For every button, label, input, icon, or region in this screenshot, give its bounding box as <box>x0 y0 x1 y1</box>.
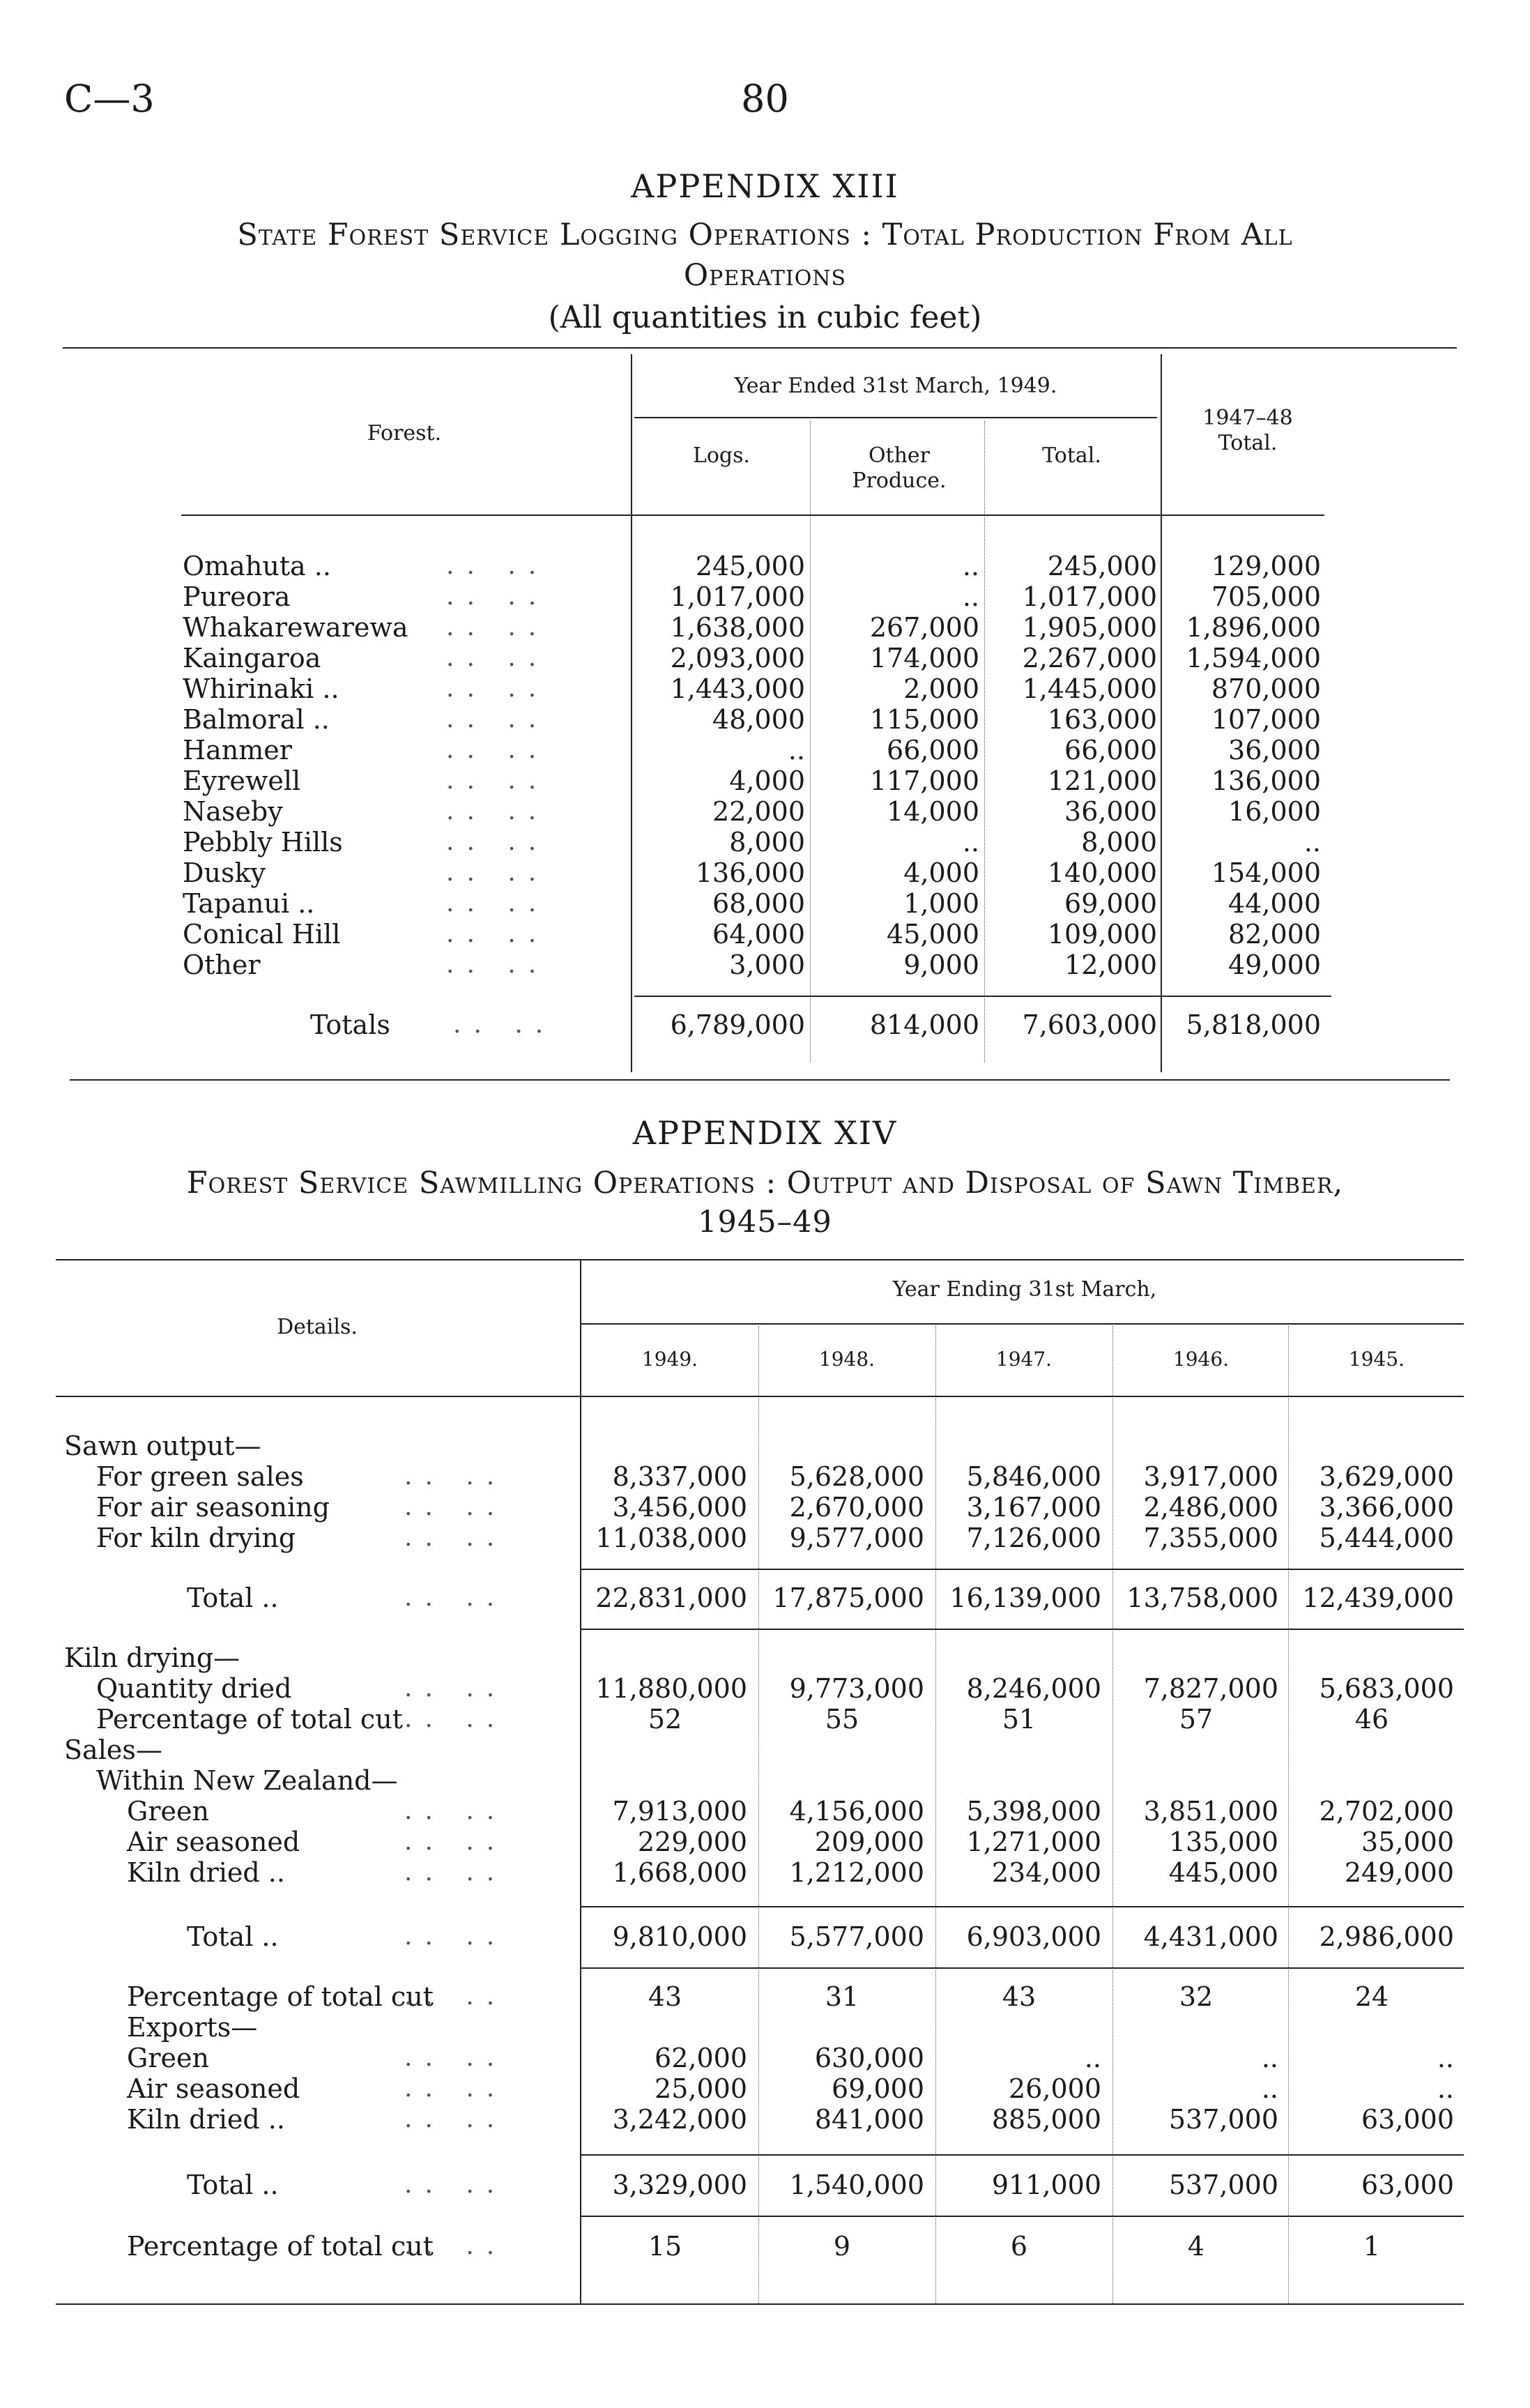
other-produce-cell: 45,000 <box>887 919 979 950</box>
appendix14-subtitle-line1: Forest Service Sawmilling Operations : Output and Disposal of Sawn Timber, <box>186 1166 1344 1201</box>
total-cell: 140,000 <box>1047 858 1157 888</box>
forest-name: Whirinaki .. <box>183 673 339 704</box>
document-code: C—3 <box>64 77 155 121</box>
appendix13-row: Eyrewell .. .. 4,000 117,000 121,000 136,000 <box>183 765 1321 796</box>
year-value-cell: 22,831,000 <box>595 1583 747 1613</box>
total-cell: 69,000 <box>1064 888 1157 919</box>
table-top-rule <box>63 347 1457 349</box>
prev-total-cell: 82,000 <box>1228 919 1321 950</box>
forest-name: Balmoral .. <box>183 704 330 735</box>
appendix13-row: Pureora .. .. 1,017,000 .. 1,017,000 705,000 <box>183 581 1321 612</box>
col-year-1947: 1947. <box>995 1348 1053 1371</box>
forest-name: Kaingaroa <box>183 643 321 673</box>
detail-label: Sawn output— <box>64 1431 261 1461</box>
other-produce-cell: 9,000 <box>903 950 979 980</box>
table-bottom-rule <box>70 1079 1450 1081</box>
year-value-cell: 249,000 <box>1344 1857 1454 1888</box>
col-year-group-header: Year Ending 31st March, <box>892 1277 1157 1302</box>
detail-label: Green <box>127 1796 209 1827</box>
totals-rule <box>634 996 1331 997</box>
appendix13-row: Naseby .. .. 22,000 14,000 36,000 16,000 <box>183 796 1321 827</box>
logs-cell: 245,000 <box>695 551 805 581</box>
year-value-cell: 885,000 <box>991 2104 1101 2135</box>
total-cell: 1,905,000 <box>1022 612 1157 643</box>
col-other-header: Other Produce. <box>852 443 947 493</box>
year-value-cell: 11,880,000 <box>595 1673 747 1704</box>
year-value-cell: 3,242,000 <box>612 2104 747 2135</box>
appendix13-row: Conical Hill .. .. 64,000 45,000 109,000 82,000 <box>183 919 1321 950</box>
appendix13-subtitle-line2: Operations <box>683 258 847 293</box>
appendix14-row: Quantity dried .. .. 11,880,000 9,773,000 8,246,000 7,827,000 5,683,000 <box>96 1673 1454 1704</box>
appendix14-row <box>0 2012 1530 2043</box>
appendix14-row: Green .. .. 62,000 630,000 .. .. .. <box>127 2043 1454 2073</box>
prev-total-cell: 36,000 <box>1228 735 1321 765</box>
other-produce-cell: 115,000 <box>869 704 979 735</box>
prev-total-cell: 154,000 <box>1211 858 1321 888</box>
year-value-cell: 5,683,000 <box>1319 1673 1454 1704</box>
other-produce-cell: 267,000 <box>869 612 979 643</box>
appendix14-row: Percentage of total cut .. .. 15 9 6 4 1 <box>0 2231 1530 2262</box>
year-value-cell: 5,444,000 <box>1319 1523 1454 1553</box>
year-value-cell: 537,000 <box>1168 2170 1278 2200</box>
col-prev-total-header: 1947–48 Total. <box>1202 406 1293 455</box>
detail-label: Kiln drying— <box>64 1643 240 1673</box>
year-value-cell: 5,398,000 <box>966 1796 1101 1827</box>
prev-total-cell: 129,000 <box>1211 551 1321 581</box>
detail-label: Sales— <box>64 1735 162 1765</box>
year-value-cell: .. <box>1261 2043 1278 2073</box>
detail-label: Quantity dried <box>96 1673 292 1704</box>
forest-name: Pureora <box>183 581 291 612</box>
prev-total-cell: 44,000 <box>1228 888 1321 919</box>
year-value-cell: 9,577,000 <box>789 1523 924 1553</box>
year-value-cell: 57 <box>1179 1704 1214 1735</box>
year-value-cell: 841,000 <box>814 2104 924 2135</box>
col-forest-header: Forest. <box>367 421 442 445</box>
appendix14-row: Kiln dried .. .. .. 1,668,000 1,212,000 234,000 445,000 249,000 <box>127 1857 1454 1888</box>
logs-cell: 3,000 <box>729 950 805 980</box>
year-value-cell: 3,456,000 <box>612 1492 747 1523</box>
year-value-cell: 35,000 <box>1361 1827 1454 1857</box>
appendix13-row: Hanmer .. .. .. 66,000 66,000 36,000 <box>183 735 1321 765</box>
col-year-1949: 1949. <box>641 1348 698 1371</box>
col-details-header: Details. <box>277 1315 358 1339</box>
appendix13-row: Tapanui .. .. .. 68,000 1,000 69,000 44,000 <box>183 888 1321 919</box>
appendix14-row: For green sales .. .. 8,337,000 5,628,000 5,846,000 3,917,000 3,629,000 <box>96 1461 1454 1492</box>
year-value-cell: 55 <box>825 1704 859 1735</box>
detail-label: Exports— <box>127 2012 258 2043</box>
appendix14-row: For air seasoning .. .. 3,456,000 2,670,000 3,167,000 2,486,000 3,366,000 <box>96 1492 1454 1523</box>
total-cell: 8,000 <box>1081 827 1157 858</box>
appendix13-totals-row: Totals .. .. 6,789,000 814,000 7,603,000 5,818,000 <box>310 1009 1321 1040</box>
logs-cell: 64,000 <box>712 919 805 950</box>
total-cell: 2,267,000 <box>1022 643 1157 673</box>
logs-cell: .. <box>788 735 805 765</box>
total-cell: 109,000 <box>1047 919 1157 950</box>
total-cell: 1,445,000 <box>1022 673 1157 704</box>
forest-name: Tapanui .. <box>183 888 315 919</box>
year-value-cell: 9,810,000 <box>612 1921 747 1952</box>
year-value-cell: 16,139,000 <box>949 1583 1101 1613</box>
year-value-cell: 3,629,000 <box>1319 1461 1454 1492</box>
year-value-cell: 46 <box>1354 1704 1389 1735</box>
appendix14-row: Total .. .. .. 3,329,000 1,540,000 911,000 537,000 63,000 <box>187 2170 1454 2200</box>
year-value-cell: 1,271,000 <box>966 1827 1101 1857</box>
year-value-cell: 8,246,000 <box>966 1673 1101 1704</box>
year-value-cell: 63,000 <box>1361 2170 1454 2200</box>
other-produce-cell: 2,000 <box>903 673 979 704</box>
page-number: 80 <box>741 77 789 121</box>
appendix13-row: Whirinaki .. .. .. 1,443,000 2,000 1,445,000 870,000 <box>183 673 1321 704</box>
year-value-cell: 234,000 <box>991 1857 1101 1888</box>
appendix14-row: Percentage of total cut .. .. 52 55 51 57 46 <box>0 1704 1530 1735</box>
logs-cell: 1,638,000 <box>670 612 805 643</box>
appendix13-row: Pebbly Hills .. .. 8,000 .. 8,000 .. <box>183 827 1321 858</box>
year-value-cell: .. <box>1437 2043 1454 2073</box>
year-value-cell: 69,000 <box>832 2073 924 2104</box>
appendix14-row <box>0 1735 1530 1765</box>
logs-cell: 48,000 <box>712 704 805 735</box>
year-value-cell: 63,000 <box>1361 2104 1454 2135</box>
year-value-cell: 3,917,000 <box>1143 1461 1278 1492</box>
year-value-cell: 1 <box>1363 2231 1381 2262</box>
year-value-cell: 2,486,000 <box>1143 1492 1278 1523</box>
year-value-cell: 8,337,000 <box>612 1461 747 1492</box>
year-value-cell: 7,827,000 <box>1143 1673 1278 1704</box>
appendix14-row: Percentage of total cut .. .. 43 31 43 32 24 <box>0 1981 1530 2012</box>
logs-cell: 4,000 <box>729 765 805 796</box>
detail-label: Kiln dried .. <box>127 1857 285 1888</box>
total-cell: 36,000 <box>1064 796 1157 827</box>
year-value-cell: 7,913,000 <box>612 1796 747 1827</box>
year-value-cell: 43 <box>648 1981 682 2012</box>
year-value-cell: 4,431,000 <box>1143 1921 1278 1952</box>
group-header-rule <box>634 417 1157 418</box>
year-value-cell: 911,000 <box>991 2170 1101 2200</box>
detail-label: Air seasoned <box>127 1827 300 1857</box>
year-value-cell: .. <box>1084 2043 1101 2073</box>
detail-label: For kiln drying <box>96 1523 296 1553</box>
year-value-cell: 12,439,000 <box>1302 1583 1454 1613</box>
header-bottom-rule <box>181 515 1324 516</box>
col-year-1948: 1948. <box>818 1348 875 1371</box>
year-value-cell: 13,758,000 <box>1126 1583 1278 1613</box>
detail-label: Total .. <box>187 1921 279 1952</box>
appendix13-subtitle-line1: State Forest Service Logging Operations : Total Production From All <box>237 218 1293 252</box>
year-value-cell: 25,000 <box>655 2073 747 2104</box>
detail-label: Total .. <box>187 1583 279 1613</box>
year-value-cell: 31 <box>825 1981 859 2012</box>
total-cell: 245,000 <box>1047 551 1157 581</box>
other-produce-cell: 14,000 <box>887 796 979 827</box>
detail-label: Percentage of total cut <box>127 1981 434 2012</box>
forest-name: Other <box>183 950 261 980</box>
appendix14-title: APPENDIX XIV <box>632 1114 898 1152</box>
year-value-cell: 4,156,000 <box>789 1796 924 1827</box>
detail-label: Percentage of total cut <box>127 2231 434 2262</box>
appendix13-row: Kaingaroa .. .. 2,093,000 174,000 2,267,000 1,594,000 <box>183 643 1321 673</box>
prev-total-cell: 136,000 <box>1211 765 1321 796</box>
col-year-1945: 1945. <box>1348 1348 1405 1371</box>
forest-name: Hanmer <box>183 735 292 765</box>
total-cell: 163,000 <box>1047 704 1157 735</box>
year-value-cell: 52 <box>648 1704 682 1735</box>
year-value-cell: 32 <box>1179 1981 1214 2012</box>
appendix13-row: Omahuta .. .. .. 245,000 .. 245,000 129,000 <box>183 551 1321 581</box>
appendix13-row: Whakarewarewa .. .. 1,638,000 267,000 1,905,000 1,896,000 <box>183 612 1321 643</box>
forest-name: Omahuta .. <box>183 551 331 581</box>
year-value-cell: 11,038,000 <box>595 1523 747 1553</box>
appendix14-row: Total .. .. .. 9,810,000 5,577,000 6,903,000 4,431,000 2,986,000 <box>187 1921 1454 1952</box>
prev-total-cell: 107,000 <box>1211 704 1321 735</box>
appendix13-row: Other .. .. 3,000 9,000 12,000 49,000 <box>183 950 1321 980</box>
year-value-cell: 5,846,000 <box>966 1461 1101 1492</box>
year-value-cell: 6 <box>1010 2231 1028 2262</box>
logs-cell: 68,000 <box>712 888 805 919</box>
forest-name: Whakarewarewa <box>183 612 408 643</box>
prev-total-cell: 16,000 <box>1228 796 1321 827</box>
appendix14-row: Total .. .. .. 22,831,000 17,875,000 16,139,000 13,758,000 12,439,000 <box>187 1583 1454 1613</box>
year-value-cell: 135,000 <box>1168 1827 1278 1857</box>
prev-total-cell: 870,000 <box>1211 673 1321 704</box>
year-value-cell: 3,851,000 <box>1143 1796 1278 1827</box>
year-value-cell: 7,355,000 <box>1143 1523 1278 1553</box>
other-produce-cell: 66,000 <box>887 735 979 765</box>
total-cell: 66,000 <box>1064 735 1157 765</box>
year-value-cell: 4 <box>1187 2231 1205 2262</box>
logs-cell: 8,000 <box>729 827 805 858</box>
year-value-cell: 43 <box>1002 1981 1036 2012</box>
year-value-cell: 62,000 <box>655 2043 747 2073</box>
col-logs-header: Logs. <box>692 443 751 468</box>
year-value-cell: 2,702,000 <box>1319 1796 1454 1827</box>
forest-name: Conical Hill <box>183 919 341 950</box>
year-value-cell: 15 <box>648 2231 682 2262</box>
forest-name: Naseby <box>183 796 283 827</box>
prev-total-cell: .. <box>1303 827 1321 858</box>
appendix13-row: Dusky .. .. 136,000 4,000 140,000 154,000 <box>183 858 1321 888</box>
year-value-cell: 630,000 <box>814 2043 924 2073</box>
detail-label: Kiln dried .. <box>127 2104 285 2135</box>
year-value-cell: 3,167,000 <box>966 1492 1101 1523</box>
appendix14-row: Air seasoned .. .. 229,000 209,000 1,271,000 135,000 35,000 <box>127 1827 1454 1857</box>
year-value-cell: .. <box>1261 2073 1278 2104</box>
year-value-cell: 1,540,000 <box>789 2170 924 2200</box>
year-value-cell: 7,126,000 <box>966 1523 1101 1553</box>
appendix14-row <box>0 1765 1530 1796</box>
other-produce-cell: 117,000 <box>869 765 979 796</box>
appendix14-row: For kiln drying .. .. 11,038,000 9,577,000 7,126,000 7,355,000 5,444,000 <box>96 1523 1454 1553</box>
logs-cell: 2,093,000 <box>670 643 805 673</box>
detail-label: Percentage of total cut <box>96 1704 403 1735</box>
detail-label: Air seasoned <box>127 2073 300 2104</box>
year-value-cell: 17,875,000 <box>772 1583 924 1613</box>
year-value-cell: 51 <box>1002 1704 1036 1735</box>
year-value-cell: 1,668,000 <box>612 1857 747 1888</box>
year-value-cell: .. <box>1437 2073 1454 2104</box>
appendix14-row: Kiln dried .. .. .. 3,242,000 841,000 885,000 537,000 63,000 <box>127 2104 1454 2135</box>
other-produce-cell: 4,000 <box>903 858 979 888</box>
logs-cell: 136,000 <box>695 858 805 888</box>
other-produce-cell: .. <box>962 551 979 581</box>
prev-total-cell: 49,000 <box>1228 950 1321 980</box>
year-value-cell: 2,986,000 <box>1319 1921 1454 1952</box>
detail-label: Total .. <box>187 2170 279 2200</box>
appendix14-row: Green .. .. 7,913,000 4,156,000 5,398,000 3,851,000 2,702,000 <box>127 1796 1454 1827</box>
year-value-cell: 5,577,000 <box>789 1921 924 1952</box>
year-value-cell: 9,773,000 <box>789 1673 924 1704</box>
logs-cell: 1,017,000 <box>670 581 805 612</box>
other-produce-cell: .. <box>962 827 979 858</box>
year-value-cell: 537,000 <box>1168 2104 1278 2135</box>
appendix14-row: Air seasoned .. .. 25,000 69,000 26,000 .. .. <box>127 2073 1454 2104</box>
year-value-cell: 24 <box>1354 1981 1389 2012</box>
total-cell: 121,000 <box>1047 765 1157 796</box>
other-produce-cell: 1,000 <box>903 888 979 919</box>
forest-name: Eyrewell <box>183 765 301 796</box>
year-value-cell: 3,329,000 <box>612 2170 747 2200</box>
other-produce-cell: .. <box>962 581 979 612</box>
col-group-header: Year Ended 31st March, 1949. <box>734 374 1057 398</box>
appendix13-row: Balmoral .. .. .. 48,000 115,000 163,000 107,000 <box>183 704 1321 735</box>
prev-total-cell: 705,000 <box>1211 581 1321 612</box>
year-value-cell: 3,366,000 <box>1319 1492 1454 1523</box>
appendix13-title: APPENDIX XIII <box>631 167 899 205</box>
year-value-cell: 445,000 <box>1168 1857 1278 1888</box>
year-value-cell: 1,212,000 <box>789 1857 924 1888</box>
prev-total-cell: 1,594,000 <box>1186 643 1321 673</box>
appendix14-row <box>0 1643 1530 1673</box>
prev-total-cell: 1,896,000 <box>1186 612 1321 643</box>
total-cell: 1,017,000 <box>1022 581 1157 612</box>
year-value-cell: 26,000 <box>1009 2073 1101 2104</box>
logs-cell: 1,443,000 <box>670 673 805 704</box>
forest-name: Dusky <box>183 858 266 888</box>
year-value-cell: 229,000 <box>637 1827 747 1857</box>
detail-label: For green sales <box>96 1461 304 1492</box>
col-total-header: Total. <box>1042 443 1101 468</box>
appendix14-subtitle-line2: 1945–49 <box>698 1205 832 1240</box>
other-produce-cell: 174,000 <box>869 643 979 673</box>
appendix14-row <box>0 1431 1530 1461</box>
forest-name: Pebbly Hills <box>183 827 343 858</box>
year-value-cell: 5,628,000 <box>789 1461 924 1492</box>
appendix13-units-note: (All quantities in cubic feet) <box>548 300 982 335</box>
logs-cell: 22,000 <box>712 796 805 827</box>
year-value-cell: 2,670,000 <box>789 1492 924 1523</box>
year-value-cell: 6,903,000 <box>966 1921 1101 1952</box>
detail-label: For air seasoning <box>96 1492 330 1523</box>
col-year-1946: 1946. <box>1172 1348 1230 1371</box>
detail-label: Within New Zealand— <box>96 1765 398 1796</box>
detail-label: Green <box>127 2043 209 2073</box>
total-cell: 12,000 <box>1064 950 1157 980</box>
year-value-cell: 9 <box>833 2231 851 2262</box>
year-value-cell: 209,000 <box>814 1827 924 1857</box>
totals-label: Totals <box>310 1009 390 1040</box>
